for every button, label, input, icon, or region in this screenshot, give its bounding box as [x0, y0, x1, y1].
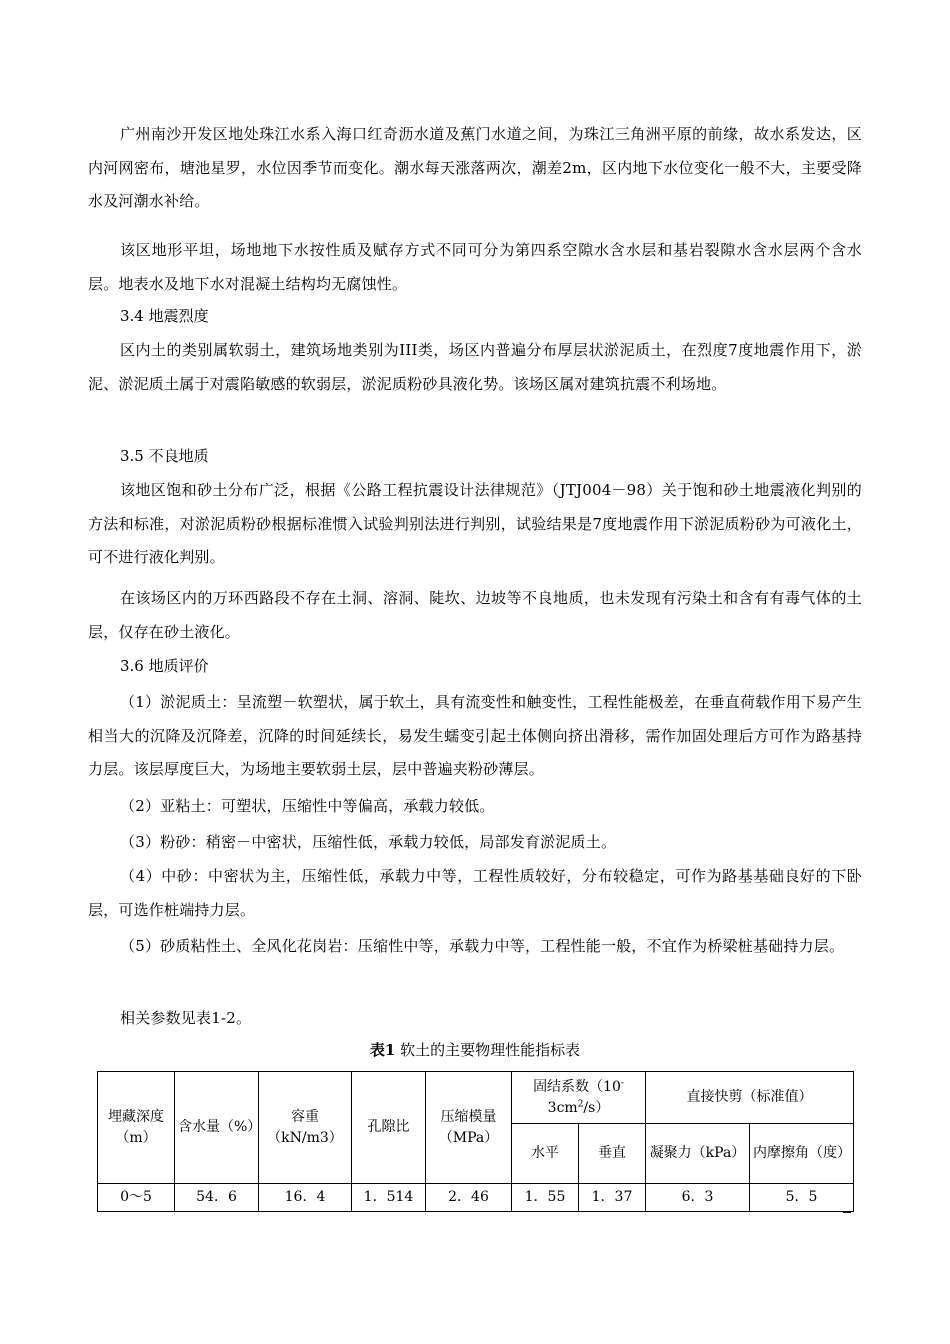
header-vertical: 垂直 — [579, 1124, 646, 1184]
header-consolidation-coefficient — [512, 1072, 646, 1124]
paragraph-fine-sand: （3）粉砂：稍密－中密状，压缩性低，承载力较低，局部发育淤泥质土。 — [120, 833, 617, 851]
paragraph-medium-sand: （4）中砂：中密状为主，压缩性低，承载力中等，工程性质较好，分布较稳定，可作为路基基础良好的下卧层，可选作桩端持力层。 — [88, 867, 862, 919]
paragraph-liquefaction: 该地区饱和砂土分布广泛，根据《公路工程抗震设计法律规范》（JTJ004－98）关于饱和砂土地震液化判别的方法和标准，对淤泥质粉砂根据标准惯入试验判别法进行判别，试验结果是7度地震作用下淤泥质粉砂为可液化土，可不进行液化判别。 — [88, 481, 862, 567]
paragraph-clay: （2）亚粘土：可塑状，压缩性中等偏高，承载力较低。 — [120, 797, 495, 815]
paragraph-granite: （5）砂质粘性土、全风化花岗岩：压缩性中等，承载力中等，工程性能一般，不宜作为桥梁桩基础持力层。 — [120, 937, 845, 955]
header-direct-shear: 直接快剪（标准值） — [646, 1072, 854, 1124]
paragraph-table-reference: 相关参数见表1-2。 — [120, 1009, 252, 1027]
cell-compression-modulus: 2．46 — [426, 1184, 512, 1212]
section-heading-3-4: 3.4 地震烈度 — [120, 307, 209, 325]
table-row — [98, 1184, 854, 1212]
cell-unit-weight: 16．4 — [259, 1184, 352, 1212]
consolidation-text-a: 固结系数（10 — [533, 1078, 621, 1095]
table-caption-title: 软土的主要物理性能指标表 — [395, 1041, 581, 1059]
section-heading-3-5: 3.5 不良地质 — [120, 447, 209, 465]
table-caption — [0, 1038, 950, 1062]
cell-friction-angle: 5．5 — [750, 1184, 854, 1212]
paragraph-hydrology: 广州南沙开发区地处珠江水系入海口红奇沥水道及蕉门水道之间，为珠江三角洲平原的前缘，故水系发达，区内河网密布，塘池星罗，水位因季节而变化。潮水每天涨落两次，潮差2m，区内地下水位变化一般不大，主要受降水及河潮水补给。 — [88, 125, 862, 211]
consolidation-text-b: 3cm — [547, 1099, 578, 1116]
header-cohesion: 凝聚力（kPa） — [646, 1124, 750, 1184]
header-water-content: 含水量（%） — [175, 1072, 259, 1184]
cell-water-content: 54．6 — [175, 1184, 259, 1212]
paragraph-groundwater: 该区地形平坦，场地地下水按性质及赋存方式不同可分为第四系空隙水含水层和基岩裂隙水含水层两个含水层。地表水及地下水对混凝土结构均无腐蚀性。 — [88, 241, 862, 293]
header-compression-modulus: 压缩模量（MPa） — [426, 1072, 512, 1184]
cell-vertical: 1．37 — [579, 1184, 646, 1212]
paragraph-seismic: 区内土的类别属软弱土，建筑场地类别为III类，场区内普遍分布厚层状淤泥质土，在烈度7度地震作用下，淤泥、淤泥质土属于对震陷敏感的软弱层，淤泥质粉砂具液化势。该场区属对建筑抗震不利场地。 — [88, 341, 862, 393]
paragraph-adverse-geology: 在该场区内的万环西路段不存在土洞、溶洞、陡坎、边坡等不良地质，也未发现有污染土和含有有毒气体的土层，仅存在砂土液化。 — [88, 589, 862, 641]
header-horizontal: 水平 — [512, 1124, 579, 1184]
consolidation-sup-two: 2 — [577, 1098, 584, 1109]
consolidation-text-c: /s） — [583, 1099, 610, 1116]
table-header-row-1 — [98, 1072, 854, 1124]
cell-void-ratio: 1．514 — [352, 1184, 426, 1212]
cell-horizontal: 1．55 — [512, 1184, 579, 1212]
cell-cohesion: 6．3 — [646, 1184, 750, 1212]
consolidation-sup-minus: - — [620, 1077, 624, 1088]
table-caption-number: 表1 — [369, 1041, 396, 1059]
header-void-ratio: 孔隙比 — [352, 1072, 426, 1184]
paragraph-silt: （1）淤泥质土：呈流塑－软塑状，属于软土，具有流变性和触变性，工程性能极差，在垂直荷载作用下易产生相当大的沉降及沉降差，沉降的时间延续长，易发生蠕变引起土体侧向挤出滑移，需作加固处理后方可作为路基持力层。该层厚度巨大，为场地主要软弱土层，层中普遍夹粉砂薄层。 — [88, 693, 862, 779]
header-friction-angle: 内摩擦角（度） — [750, 1124, 854, 1184]
soil-properties-table — [97, 1071, 854, 1212]
cell-depth: 0～5 — [98, 1184, 175, 1212]
table-edge-line — [843, 1212, 851, 1213]
header-depth: 埋藏深度（m） — [98, 1072, 175, 1184]
header-unit-weight: 容重（kN/m3） — [259, 1072, 352, 1184]
section-heading-3-6: 3.6 地质评价 — [120, 657, 209, 675]
